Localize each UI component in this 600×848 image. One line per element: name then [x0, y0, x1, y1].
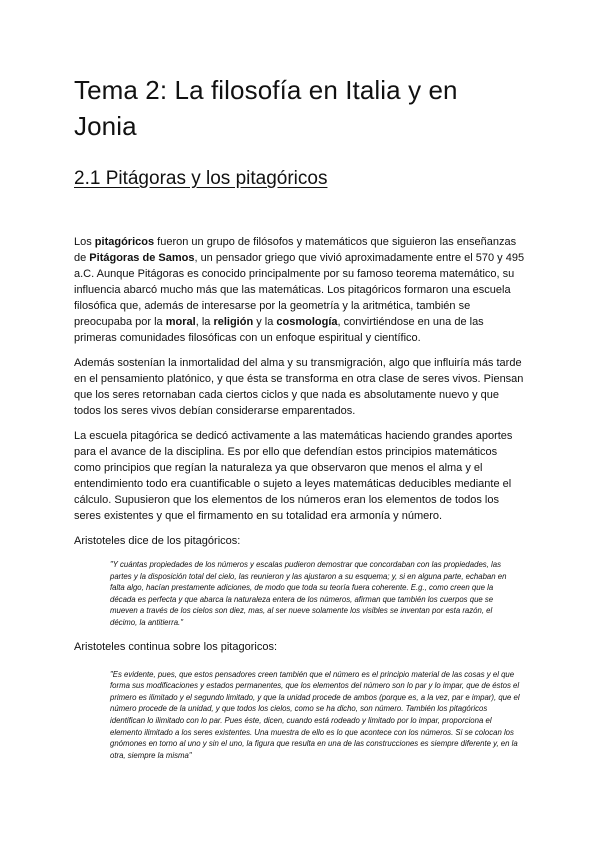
term-moral: moral — [165, 316, 196, 328]
para1-text-3: , un pensador griego que vivió aproximadamente entre el 570 y 495 a.C. Aunque Pitágoras es conocido principalmente por su famoso teorema matemático, su influencia abarcó mucho más que las matemáticas. Los pitagóricos formaron una escuela filosófica que, además de interesarse por la geometría y la aritmética, también se preocupaba por la — [74, 252, 525, 328]
para1-text-2: fueron un grupo de filósofos y matemáticos que siguieron las enseñanzas de — [74, 236, 517, 264]
quote-intro-2: Aristoteles continua sobre los pitagoricos: — [74, 640, 277, 653]
quote-intro-1: Aristoteles dice de los pitagóricos: — [74, 535, 241, 547]
paragraph-alma: Además sostenían la inmortalidad del alma y su transmigración, algo que influiría más tarde en el pensamiento platónico, y que ésta se transforma en otra clase de seres vivos. Piensan que los seres retornaban cada ciertos ciclos y que nada es absolutamente nuevo y que todos los seres vivos debían considerarse emparentados. — [74, 357, 524, 417]
para1-text-5: y la — [253, 316, 277, 328]
term-cosmologia: cosmología — [276, 316, 338, 328]
aristotle-quote-1: "Y cuántas propiedades de los números y escalas pudieron demostrar que concordaban con las propiedades, las partes y la disposición total del cielo, las reunieron y las ajustaron a su esquema; y, si en alguna parte, echaban en falta algo, hacían prestamente adiciones, de modo que toda su teoría fuera coherente. E.g., como creen que la década es perfecta y que abarca la naturaleza entera de los números, afirman que también los cuerpos que se mueven a través de los cielos son diez, mas, al ser nueve solamente los visibles se inventan por esta razón, el décimo, la antitierra." — [110, 560, 507, 627]
term-religion: religión — [213, 316, 254, 328]
aristotle-quote-2: "Es evidente, pues, que estos pensadores creen también que el número es el principio material de las cosas y el que forma sus modificaciones y estados permanentes, que los elementos del número son lo par y lo impar, que de éstos el primero es ilimitado y el segundo limitado, y que la unidad procede de ambos (porque es, a la vez, par e impar), que el número procede de la unidad, y que todos los cielos, como se ha dicho, son número. También los pitagóricos identifican lo ilimitado con lo par. Pues éste, dicen, cuando está rodeado y limitado por lo impar, proporciona el elemento ilimitado a los seres existentes. Una muestra de ello es lo que acontece con los números. Si se colocan los gnómones en torno al uno y sin el uno, la figura que resulta en una de las construcciones es siempre diferente y, en la otra, siempre la misma" — [110, 669, 520, 760]
paragraph-matematicas: La escuela pitagórica se dedicó activamente a las matemáticas haciendo grandes aportes para el avance de la disciplina. Es por ello que defendían estos principios matemáticos como principios que regían la naturaleza ya que observaron que menos el alma y el entendimiento todo era cuantificable o sujeto a leyes matemáticas deducibles mediante el cálculo. Supusieron que los elementos de los números eran los elementos de todos los seres existentes y que el firmamento en su totalidad era armonía y número. — [74, 430, 513, 522]
section-heading: 2.1 Pitágoras y los pitagóricos — [74, 168, 328, 189]
para1-text-1: Los — [74, 236, 95, 248]
paragraph-pitagoricos — [74, 234, 526, 346]
term-pitagoricos: pitagóricos — [94, 236, 155, 248]
document-title: Tema 2: La filosofía en Italia y en Jonia — [74, 75, 458, 141]
term-pitagoras-de-samos: Pitágoras de Samos — [89, 252, 195, 264]
para1-text-4: , la — [195, 316, 214, 328]
para1-text-6: , convirtiéndose en una de las primeras comunidades filosóficas con un enfoque espiritual y científico. — [74, 316, 484, 344]
